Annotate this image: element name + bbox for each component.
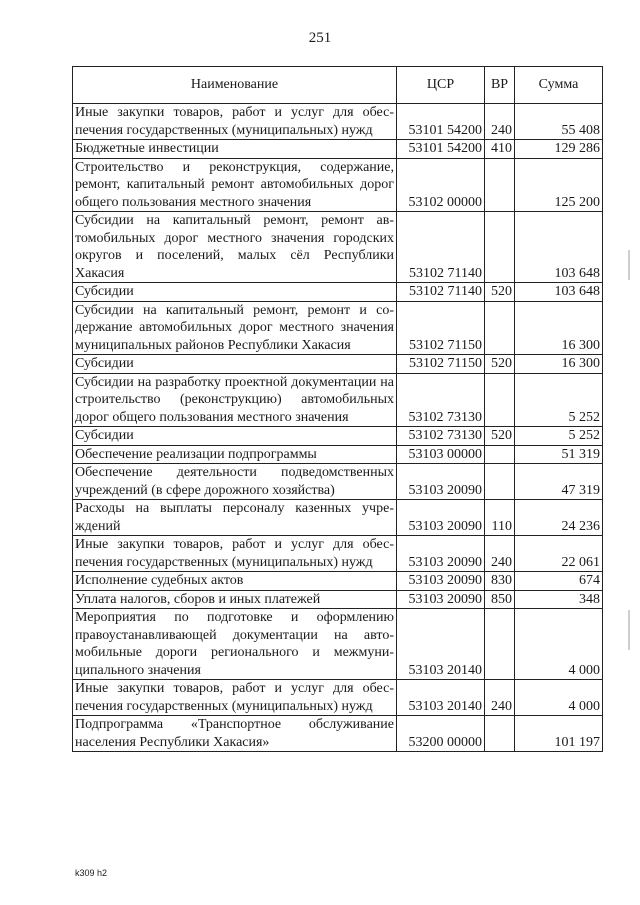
row-csr-cell: 53103 00000: [397, 445, 485, 464]
row-csr-cell: 53103 20090: [397, 500, 485, 536]
row-vr-cell: 410: [485, 140, 515, 159]
row-name-cell: Строительство и реконструкция, содержание, ремонт, капитальный ремонт автомобильных дорог общего пользования местного значения: [73, 158, 397, 212]
table-row: [73, 355, 603, 374]
row-csr-cell: 53103 20090: [397, 590, 485, 609]
row-csr-cell: 53103 20090: [397, 572, 485, 591]
row-name-cell: Субсидии на разработку проектной документации на строительство (реконструкцию) автомобильных дорог общего пользования местного значения: [73, 373, 397, 427]
page-number: 251: [308, 30, 332, 46]
header-vr: ВР: [485, 67, 515, 104]
table-row: [73, 464, 603, 500]
row-vr-cell: 850: [485, 590, 515, 609]
row-csr-cell: 53103 20090: [397, 464, 485, 500]
row-sum-cell: 22 061: [515, 536, 603, 572]
row-name-cell: Субсидии на капитальный ремонт, ремонт и содержание автомобильных дорог местного значения муниципальных районов Республики Хакасия: [73, 301, 397, 355]
row-sum-cell: 16 300: [515, 355, 603, 374]
table-row: [73, 212, 603, 283]
row-vr-cell: [485, 609, 515, 680]
header-row: [73, 67, 603, 104]
row-sum-cell: 129 286: [515, 140, 603, 159]
row-vr-cell: [485, 373, 515, 427]
row-csr-cell: 53102 71150: [397, 301, 485, 355]
row-sum-cell: 24 236: [515, 500, 603, 536]
row-sum-cell: 55 408: [515, 104, 603, 140]
table-row: [73, 716, 603, 752]
table-row: [73, 536, 603, 572]
table-row: [73, 158, 603, 212]
row-sum-cell: 103 648: [515, 283, 603, 302]
header-csr: ЦСР: [397, 67, 485, 104]
table-row: [73, 301, 603, 355]
table-row: [73, 572, 603, 591]
table-row: [73, 609, 603, 680]
row-vr-cell: [485, 464, 515, 500]
row-csr-cell: 53101 54200: [397, 104, 485, 140]
row-vr-cell: 520: [485, 283, 515, 302]
table-row: [73, 373, 603, 427]
row-csr-cell: 53103 20090: [397, 536, 485, 572]
table-row: [73, 104, 603, 140]
footer-code: k309 h2: [75, 868, 108, 878]
row-csr-cell: 53102 71140: [397, 283, 485, 302]
row-sum-cell: 4 000: [515, 680, 603, 716]
header-sum: Сумма: [515, 67, 603, 104]
table-row: [73, 283, 603, 302]
row-name-cell: Обеспечение реализации подпрограммы: [73, 445, 397, 464]
budget-table: [72, 66, 603, 752]
row-sum-cell: 4 000: [515, 609, 603, 680]
row-vr-cell: [485, 445, 515, 464]
row-name-cell: Субсидии: [73, 427, 397, 446]
row-csr-cell: 53101 54200: [397, 140, 485, 159]
row-csr-cell: 53103 20140: [397, 680, 485, 716]
row-sum-cell: 5 252: [515, 373, 603, 427]
row-name-cell: Уплата налогов, сборов и иных платежей: [73, 590, 397, 609]
scan-edge-mark: [628, 250, 630, 280]
row-vr-cell: 240: [485, 104, 515, 140]
table-row: [73, 445, 603, 464]
row-name-cell: Субсидии: [73, 283, 397, 302]
row-sum-cell: 103 648: [515, 212, 603, 283]
row-name-cell: Иные закупки товаров, работ и услуг для обеспечения государственных (муниципальных) нужд: [73, 680, 397, 716]
row-sum-cell: 348: [515, 590, 603, 609]
table-row: [73, 140, 603, 159]
header-name: Наименование: [73, 67, 397, 104]
row-name-cell: Иные закупки товаров, работ и услуг для обеспечения государственных (муниципальных) нужд: [73, 104, 397, 140]
row-vr-cell: 110: [485, 500, 515, 536]
table-row: [73, 427, 603, 446]
row-csr-cell: 53200 00000: [397, 716, 485, 752]
table-row: [73, 680, 603, 716]
row-name-cell: Расходы на выплаты персоналу казенных учреждений: [73, 500, 397, 536]
table-row: [73, 590, 603, 609]
row-sum-cell: 674: [515, 572, 603, 591]
row-name-cell: Иные закупки товаров, работ и услуг для обеспечения государственных (муниципальных) нужд: [73, 536, 397, 572]
row-sum-cell: 101 197: [515, 716, 603, 752]
row-name-cell: Обеспечение деятельности подведомственных учреждений (в сфере дорожного хозяйства): [73, 464, 397, 500]
row-vr-cell: [485, 158, 515, 212]
row-sum-cell: 5 252: [515, 427, 603, 446]
row-vr-cell: [485, 212, 515, 283]
row-vr-cell: 240: [485, 536, 515, 572]
row-sum-cell: 125 200: [515, 158, 603, 212]
scan-edge-mark: [628, 610, 630, 650]
row-csr-cell: 53103 20140: [397, 609, 485, 680]
row-sum-cell: 16 300: [515, 301, 603, 355]
row-csr-cell: 53102 73130: [397, 373, 485, 427]
row-sum-cell: 51 319: [515, 445, 603, 464]
row-vr-cell: 830: [485, 572, 515, 591]
row-sum-cell: 47 319: [515, 464, 603, 500]
row-vr-cell: 520: [485, 355, 515, 374]
row-vr-cell: 520: [485, 427, 515, 446]
row-name-cell: Бюджетные инвестиции: [73, 140, 397, 159]
row-vr-cell: 240: [485, 680, 515, 716]
row-vr-cell: [485, 301, 515, 355]
row-name-cell: Субсидии на капитальный ремонт, ремонт автомобильных дорог местного значения городских округов и поселений, малых сёл Республики Хакасия: [73, 212, 397, 283]
row-csr-cell: 53102 00000: [397, 158, 485, 212]
row-csr-cell: 53102 73130: [397, 427, 485, 446]
table-row: [73, 500, 603, 536]
row-name-cell: Мероприятия по подготовке и оформлению правоустанавливающей документации на автомобильные дороги регионального и межмуниципального значения: [73, 609, 397, 680]
row-csr-cell: 53102 71140: [397, 212, 485, 283]
row-csr-cell: 53102 71150: [397, 355, 485, 374]
row-vr-cell: [485, 716, 515, 752]
row-name-cell: Исполнение судебных актов: [73, 572, 397, 591]
row-name-cell: Подпрограмма «Транспортное обслуживание населения Республики Хакасия»: [73, 716, 397, 752]
row-name-cell: Субсидии: [73, 355, 397, 374]
